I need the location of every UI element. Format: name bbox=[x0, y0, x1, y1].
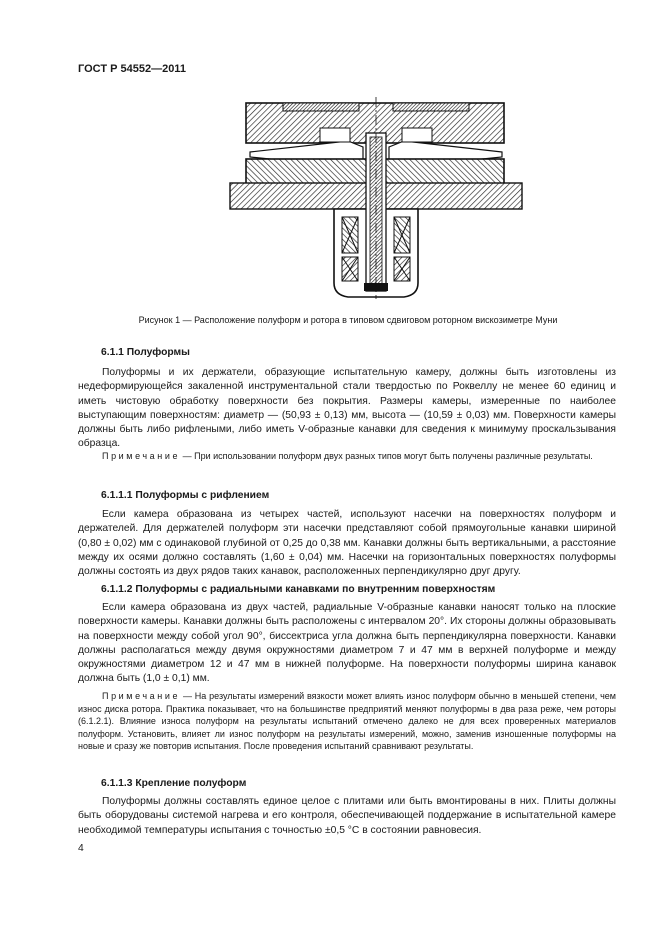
section-title-6-1-1-3: 6.1.1.3 Крепление полуформ bbox=[101, 778, 247, 789]
paragraph: Если камера образована из двух частей, радиальные V-образные канавки наносят только на плоские поверхности камеры. Канавки должны быть расположены с интервалом 20°. Их стороны должны образовывать на поверхности между собой угол 90°, биссектриса угла должна быть перпендикулярна поверхности. Канавки должны располагаться между двумя окружностями диаметром 7 и 47 мм в верхней полуформе и между окружностями диаметром 12 и 47 мм в нижней полуформе. На поверхности полуформы ширина канавок должна быть (1,0 ± 0,1) мм. bbox=[78, 602, 616, 685]
section-body-6-1-1 bbox=[78, 366, 616, 452]
note-label: Примечание bbox=[102, 691, 181, 701]
page-number: 4 bbox=[78, 843, 84, 854]
note-text: — При использовании полуформ двух разных типов могут быть получены различные результаты. bbox=[180, 451, 593, 461]
section-body-6-1-1-2 bbox=[78, 601, 616, 687]
paragraph: Полуформы и их держатели, образующие испытательную камеру, должны быть изготовлены из недеформирующейся закаленной инструментальной стали твердостью по Роквеллу не менее 60 единиц и иметь чистовую обработку поверхности без покрытия. Размеры камеры, измеренные по наиболее выступающим поверхностям: диаметр — (50,93 ± 0,13) мм, высота — (10,59 ± 0,03) мм. Поверхности камеры должны быть либо рифлеными, либо иметь V-образные канавки для сведения к минимуму проскальзывания образца. bbox=[78, 367, 616, 450]
note-label: Примечание bbox=[102, 451, 181, 461]
document-header: ГОСТ Р 54552—2011 bbox=[78, 63, 186, 75]
paragraph: Полуформы должны составлять единое целое с плитами или быть вмонтированы в них. Плиты должны быть оборудованы системой нагрева и его контроля, обеспечивающей поддержание в испытательной камере необходимой температуры испытания с точностью ±0,5 °С в состоянии равновесия. bbox=[78, 796, 616, 836]
section-title-6-1-1: 6.1.1 Полуформы bbox=[101, 347, 190, 358]
paragraph: Если камера образована из четырех частей, используют насечки на поверхностях полуформ и держателей. Для держателей полуформ эти насечки представляют собой прямоугольные канавки шириной (0,80 ± 0,02) мм с одинаковой глубиной от 0,25 до 0,38 мм. Канавки должны быть вертикальными, а расстояние между их осями должно составлять (1,60 ± 0,04) мм. Насечки на горизонтальных поверхностях полуформы должны состоять из двух рядов таких канавок, расположенных перпендикулярно друг другу. bbox=[78, 509, 616, 578]
note-6-1-1 bbox=[78, 450, 616, 463]
note-text: — На результаты измерений вязкости может влиять износ полуформ обычно в меньшей степени, чем износ диска ротора. Практика показывает, что на большинстве предприятий меняют полуформы в два раза реже, чем роторы (6.1.2.1). Влияние износа полуформ на результаты испытаний отмечено далеко не для всех проверенных материалов полуформ. Установить, влияет ли износ полуформ на результаты измерений, можно, заменив изношенные полуформы на новые и сразу же повторив испытания. После проведения испытаний сравнивают результаты. bbox=[78, 691, 616, 752]
note-6-1-1-2 bbox=[78, 690, 616, 753]
section-body-6-1-1-1 bbox=[78, 508, 616, 579]
viscometer-figure bbox=[228, 97, 524, 299]
section-title-6-1-1-1: 6.1.1.1 Полуформы с рифлением bbox=[101, 490, 270, 501]
figure-caption: Рисунок 1 — Расположение полуформ и ротора в типовом сдвиговом роторном вискозиметре Муни bbox=[138, 315, 558, 325]
section-title-6-1-1-2: 6.1.1.2 Полуформы с радиальными канавками по внутренним поверхностям bbox=[101, 584, 496, 595]
section-body-6-1-1-3 bbox=[78, 795, 616, 838]
